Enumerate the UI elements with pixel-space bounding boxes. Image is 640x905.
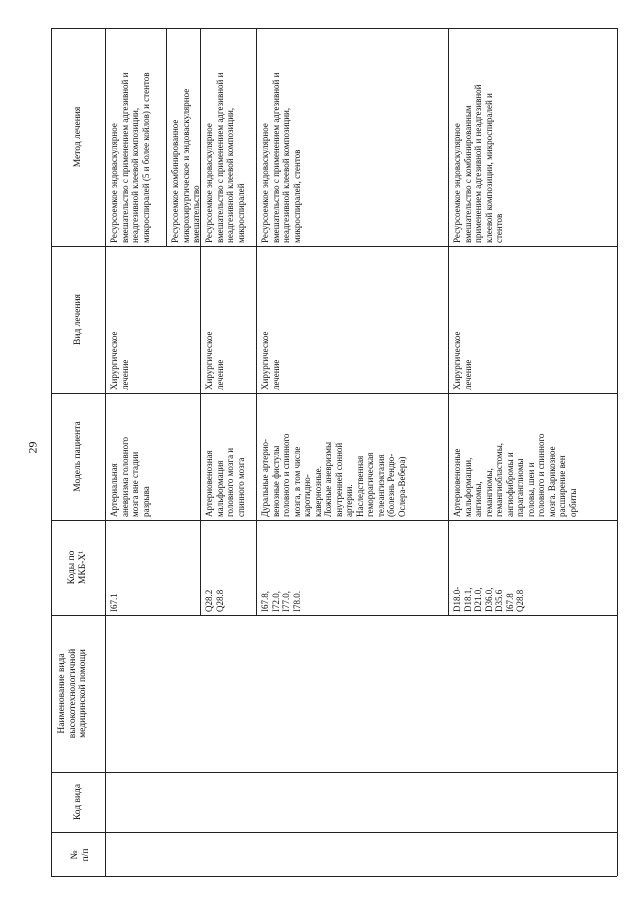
row4-method: Ресурсоемкое эндоваскулярное вмешательство с комбинированным применением адгезивной и неадгезивной клеевой композиции, микроспиралей и стентов xyxy=(452,84,504,243)
row1-model: Артериальная аневризма головного мозга вне стадии разрыва xyxy=(109,436,151,517)
col-div-4 xyxy=(51,615,617,616)
row2-method: Ресурсоемкое эндоваскулярное вмешательство с применением адгезивной и неадгезивной клеевой композиции, микроспиралей xyxy=(204,72,246,243)
row1-method-b: Ресурсоемкое комбинированное микрохирургическое и эндоваскулярное вмешательство xyxy=(170,88,201,243)
header-icd: Коды по МКБ-X¹ xyxy=(67,550,88,585)
row4-type: Хирургическое лечение xyxy=(452,331,473,390)
row1-icd: I67.1 xyxy=(109,593,119,612)
header-code: Код вида xyxy=(73,783,83,821)
header-type: Вид лечения xyxy=(73,294,83,345)
row3-icd: I67.8, I72.0, I77.0, I78.0. xyxy=(260,591,302,612)
row1-type: Хирургическое лечение xyxy=(109,331,130,390)
header-divider xyxy=(105,28,106,876)
header-name: Наименование вида высокотехнологичной медицинской помощи xyxy=(57,648,88,739)
page-number: 29 xyxy=(25,441,40,454)
row3-method: Ресурсоемкое эндоваскулярное вмешательство с применением адгезивной и неадгезивной клеевой композиции, микроспиралей, стентов xyxy=(260,72,302,243)
row2-icd: Q28.2 Q28.8 xyxy=(204,589,225,612)
table-border-right xyxy=(617,28,618,876)
header-num: № п/п xyxy=(70,848,91,862)
row1-method-a: Ресурсоемкое эндоваскулярное вмешательство с применением адгезивной и неадгезивной клеевой композиции, микроспиралей (5 и более койлов) и стентов xyxy=(109,72,151,243)
table-border-left xyxy=(51,28,52,876)
row4-model: Артериовенозные мальформации, ангиомы, гемангиомы, гемангиобластомы, ангиофибромы и параганглиомы головы, шеи и головного и спинного мозга. Варикозное расширение вен орбиты xyxy=(452,433,578,517)
row-div-2 xyxy=(256,28,257,615)
header-model: Модель пациента xyxy=(73,421,83,492)
col-div-6 xyxy=(51,832,617,833)
row2-type: Хирургическое лечение xyxy=(204,331,225,390)
col-div-5 xyxy=(51,772,617,773)
table-border-bottom xyxy=(51,876,617,877)
col-div-3 xyxy=(51,520,617,521)
header-method: Метод лечения xyxy=(73,106,83,168)
row-div-3 xyxy=(448,28,449,615)
row4-icd: D18.0- D18.1, D21.0, D36.0, D35.6 I67.8 Q28.8 xyxy=(452,586,525,612)
table-border-top xyxy=(51,28,617,29)
row3-type: Хирургическое лечение xyxy=(260,331,281,390)
row3-model: Дуральные артерио- венозные фистулы головного и спинного мозга, в том числе каротидно- кавернозные. Ложные аневризмы внутренней сонной артерии. Наследственная геморрагическая телеангиэктазия (болезнь Рендю- Ослера-Вебера) xyxy=(260,433,407,517)
subrow-div xyxy=(166,28,167,246)
col-div-1 xyxy=(51,246,617,247)
row2-model: Артериовенозная мальформация головного мозга и спинного мозга xyxy=(204,447,246,517)
